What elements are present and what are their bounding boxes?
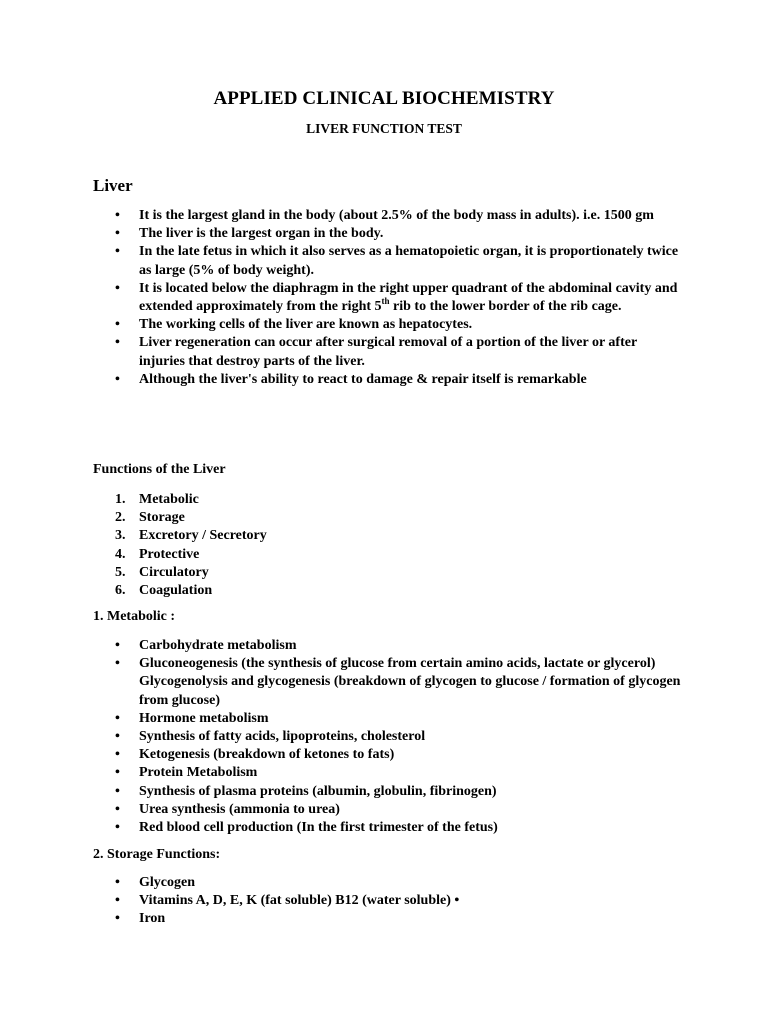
liver-bullet-list — [93, 207, 683, 389]
liver-heading: Liver — [93, 176, 133, 195]
list-item — [93, 655, 683, 710]
list-item — [93, 728, 683, 746]
list-item — [93, 764, 683, 782]
list-item — [93, 280, 683, 316]
list-item-text: Circulatory — [139, 564, 209, 580]
list-item-text: Iron — [139, 911, 166, 927]
list-item — [93, 783, 683, 801]
list-number: 2. — [115, 510, 126, 526]
list-item-text: It is located below the diaphragm in the right upper quadrant of the abdominal cavity and extended approximately from the right 5 — [139, 280, 678, 315]
list-item-text: Synthesis of plasma proteins (albumin, globulin, fibrinogen) — [139, 783, 497, 799]
list-item-text: It is the largest gland in the body (about 2.5% of the body mass in adults). i.e. 1500 gm — [139, 208, 654, 223]
list-item-text: Urea synthesis (ammonia to urea) — [139, 801, 340, 817]
list-item — [93, 746, 683, 764]
functions-numbered-list — [93, 491, 683, 600]
document-subtitle: LIVER FUNCTION TEST — [306, 121, 462, 136]
list-number: 6. — [115, 583, 126, 599]
list-item-text: Metabolic — [139, 492, 199, 507]
list-item — [93, 874, 683, 892]
list-item — [93, 371, 683, 389]
list-item — [93, 819, 683, 837]
list-item-text: Excretory / Secretory — [139, 528, 267, 544]
list-item — [93, 207, 683, 225]
list-item-text: Liver regeneration can occur after surgical removal of a portion of the liver or after injuries that destroy parts of the liver. — [139, 335, 637, 369]
list-item-text: Red blood cell production (In the first trimester of the fetus) — [139, 820, 498, 836]
list-item-text: Hormone metabolism — [139, 710, 269, 726]
list-item-text: Synthesis of fatty acids, lipoproteins, cholesterol — [139, 729, 426, 745]
list-item-text: Although the liver's ability to react to damage & repair itself is remarkable — [139, 371, 587, 387]
list-item — [93, 509, 683, 527]
list-item-text: Storage — [139, 510, 185, 526]
list-number: 3. — [115, 528, 126, 544]
list-item — [93, 527, 683, 545]
list-item-text: The working cells of the liver are known as hepatocytes. — [139, 317, 473, 333]
superscript: th — [381, 296, 390, 307]
list-item-text: Protein Metabolism — [139, 765, 258, 781]
list-item-text: Glycogen — [139, 875, 195, 890]
list-item-text: rib to the lower border of the rib cage. — [389, 299, 622, 315]
metabolic-bullet-list — [93, 637, 683, 837]
list-item-text: Carbohydrate metabolism — [139, 638, 297, 653]
list-item — [93, 637, 683, 655]
list-item — [93, 316, 683, 334]
list-number: 4. — [115, 546, 126, 562]
storage-heading: 2. Storage Functions: — [93, 847, 221, 862]
list-item — [93, 801, 683, 819]
metabolic-heading: 1. Metabolic : — [93, 609, 176, 624]
list-item-text: The liver is the largest organ in the body. — [139, 226, 384, 242]
list-item-text: In the late fetus in which it also serves as a hematopoietic organ, it is proportionately twice as large (5% of body weight). — [139, 244, 679, 278]
functions-heading: Functions of the Liver — [93, 462, 226, 477]
storage-bullet-list — [93, 874, 683, 929]
list-item — [93, 491, 683, 509]
list-item-text: Vitamins A, D, E, K (fat soluble) B12 (water soluble) • — [139, 893, 460, 909]
list-number: 1. — [115, 492, 126, 507]
list-item — [93, 892, 683, 910]
list-item-text: Coagulation — [139, 583, 213, 599]
list-item — [93, 582, 683, 600]
list-item — [93, 243, 683, 279]
list-item — [93, 910, 683, 928]
list-number: 5. — [115, 564, 126, 580]
list-item-text: Ketogenesis (breakdown of ketones to fats) — [139, 747, 395, 763]
list-item — [93, 564, 683, 582]
document-title: APPLIED CLINICAL BIOCHEMISTRY — [213, 88, 555, 109]
list-item — [93, 225, 683, 243]
list-item — [93, 334, 683, 370]
list-item-text: Protective — [139, 546, 200, 562]
list-item — [93, 710, 683, 728]
list-item — [93, 546, 683, 564]
list-item-text: Gluconeogenesis (the synthesis of glucose from certain amino acids, lactate or glycerol) Glycogenolysis and glycogenesis (breakdown of glycogen to glucose / formation of glycogen from glucose) — [139, 656, 681, 708]
